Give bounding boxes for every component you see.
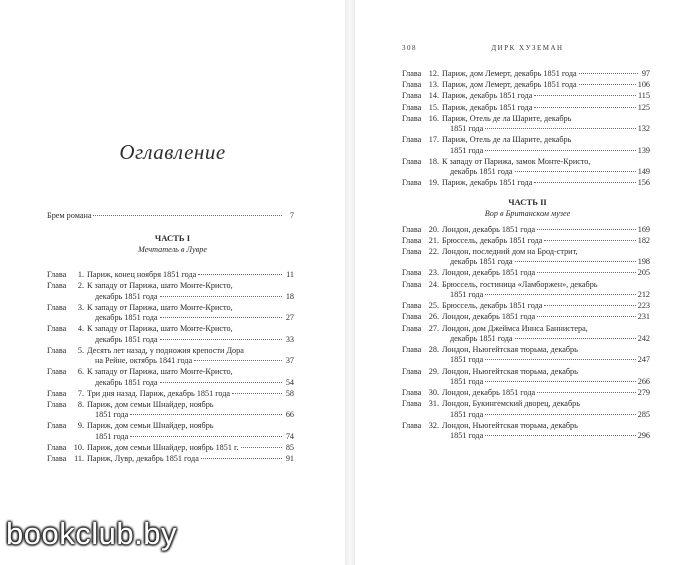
dot-leader bbox=[241, 446, 283, 448]
chapter-number: 16. bbox=[428, 113, 439, 123]
chapter-title-line: декабрь 1851 года bbox=[95, 291, 158, 301]
watermark-logo: bookclub.by bbox=[6, 516, 177, 551]
chapter-title bbox=[442, 399, 650, 410]
page-ref: 54 bbox=[285, 377, 294, 387]
chapter-title bbox=[442, 377, 650, 388]
toc-entry bbox=[402, 324, 650, 335]
chapter-title bbox=[442, 114, 650, 125]
chapter-title-line: Лондон, декабрь 1851 года bbox=[442, 388, 536, 397]
chapter-title-line: 1851 года bbox=[450, 355, 484, 365]
chapter-number: 27. bbox=[428, 323, 439, 333]
toc-entry bbox=[402, 225, 650, 236]
page-ref: 97 bbox=[641, 69, 650, 78]
dot-leader bbox=[160, 295, 282, 297]
toc-entry bbox=[402, 355, 650, 366]
toc-entry bbox=[402, 301, 650, 312]
toc-entry bbox=[402, 377, 650, 388]
toc-entry bbox=[402, 280, 650, 291]
page-ref: 37 bbox=[285, 356, 294, 365]
book-gutter bbox=[345, 0, 355, 565]
dot-leader bbox=[201, 457, 282, 459]
chapter-title bbox=[87, 410, 294, 421]
chapter-number: 20. bbox=[428, 224, 439, 234]
chapter-label: Глава bbox=[402, 135, 422, 145]
toc-entry bbox=[47, 454, 294, 465]
chapter-number: 19. bbox=[428, 178, 439, 188]
chapter-number: 15. bbox=[428, 102, 439, 112]
chapter-label: Глава bbox=[47, 421, 67, 431]
chapter-title bbox=[87, 432, 294, 443]
toc-entry bbox=[47, 389, 294, 400]
chapter-label: Глава bbox=[402, 80, 422, 90]
toc-entry bbox=[402, 290, 650, 301]
chapter-title bbox=[442, 280, 650, 291]
chapter-number: 17. bbox=[428, 135, 439, 145]
dot-leader bbox=[232, 392, 282, 394]
chapter-number: 23. bbox=[428, 268, 439, 278]
chapter-title bbox=[442, 91, 650, 102]
chapter-title-line: декабрь 1851 года bbox=[450, 167, 513, 177]
dot-leader bbox=[485, 358, 635, 360]
chapter-label: Глава bbox=[402, 312, 422, 322]
chapter-label: Глава bbox=[402, 91, 422, 101]
toc-entry bbox=[402, 103, 650, 114]
chapter-title bbox=[87, 303, 294, 314]
chapter-title-line: Лондон, последний дом на Брод-стрит, bbox=[442, 246, 578, 256]
chapter-title bbox=[442, 247, 650, 258]
chapter-title bbox=[442, 225, 650, 236]
toc-entry bbox=[402, 257, 650, 268]
page-ref: 125 bbox=[637, 102, 650, 112]
chapter-title bbox=[442, 421, 650, 432]
chapter-number: 9. bbox=[77, 421, 84, 431]
page-ref: 85 bbox=[285, 442, 294, 452]
dot-leader bbox=[544, 304, 635, 306]
page-ref: 27 bbox=[285, 313, 294, 322]
prologue-title bbox=[47, 211, 294, 222]
dot-leader bbox=[515, 170, 636, 172]
toc-title: Оглавление bbox=[119, 140, 226, 164]
dot-leader bbox=[579, 83, 636, 85]
toc-entry bbox=[402, 388, 650, 399]
chapter-title-line: Три дня назад. Париж, декабрь 1851 года bbox=[87, 388, 231, 398]
dot-leader bbox=[515, 260, 636, 262]
chapter-title bbox=[442, 124, 650, 135]
page-ref: 205 bbox=[637, 268, 650, 278]
dot-leader bbox=[93, 214, 282, 216]
chapter-title-line: Лондон, декабрь 1851 года bbox=[442, 268, 536, 278]
right-page bbox=[355, 0, 700, 565]
part-subtitle: Мечтатель в Лувре bbox=[138, 245, 207, 254]
chapter-title-line: Париж, дом семьи Шнайдер, ноябрь bbox=[87, 421, 214, 431]
page-number: 308 bbox=[402, 44, 417, 52]
chapter-label: Глава bbox=[402, 301, 422, 311]
toc-entry bbox=[402, 399, 650, 410]
chapter-title-line: Брюссель, декабрь 1851 года bbox=[442, 235, 543, 245]
chapter-title bbox=[442, 431, 650, 442]
part-subtitle: Вор в Британском музее bbox=[484, 208, 571, 218]
chapter-label: Глава bbox=[402, 366, 422, 376]
chapter-number: 32. bbox=[428, 420, 439, 430]
dot-leader bbox=[537, 271, 636, 273]
chapter-title bbox=[442, 334, 650, 345]
chapter-title bbox=[442, 236, 650, 247]
chapter-title-line: декабрь 1851 года bbox=[95, 377, 158, 387]
dot-leader bbox=[579, 72, 638, 74]
chapter-title-line: Лондон, декабрь 1851 года bbox=[442, 224, 536, 234]
chapter-number: 5. bbox=[77, 345, 84, 355]
page-ref: 247 bbox=[637, 355, 650, 365]
dot-leader bbox=[534, 181, 635, 183]
chapter-title-line: 1851 года bbox=[450, 409, 484, 419]
chapter-label: Глава bbox=[402, 388, 422, 397]
chapter-title bbox=[87, 346, 294, 357]
chapter-label: Глава bbox=[402, 113, 422, 123]
chapter-label: Глава bbox=[402, 399, 422, 409]
page-ref: 212 bbox=[637, 289, 650, 299]
dot-leader bbox=[160, 316, 282, 318]
dot-leader bbox=[485, 434, 635, 436]
chapter-title-line: Лондон, дом Джеймса Иннса Баннистера, bbox=[442, 323, 588, 333]
chapter-label: Глава bbox=[402, 345, 422, 354]
chapter-title-line: К западу от Парижа, шато Монте-Кристо, bbox=[87, 367, 233, 377]
chapter-label: Глава bbox=[47, 345, 67, 355]
chapter-title bbox=[442, 80, 650, 91]
page-ref: 231 bbox=[637, 312, 650, 322]
toc-entry bbox=[402, 124, 650, 135]
chapter-label: Глава bbox=[402, 235, 422, 245]
dot-leader bbox=[534, 94, 636, 96]
chapter-title-line: Лондон, Ньюгейтская тюрьма, декабрь bbox=[442, 366, 578, 376]
chapter-number: 1. bbox=[77, 270, 84, 279]
toc-entry-prologue bbox=[47, 211, 294, 222]
chapter-title bbox=[442, 367, 650, 378]
chapter-title bbox=[442, 410, 650, 421]
chapter-title-line: декабрь 1851 года bbox=[450, 333, 513, 343]
page-ref: 7 bbox=[289, 211, 294, 220]
dot-leader bbox=[160, 381, 282, 383]
chapter-title-line: 1851 года bbox=[95, 431, 129, 441]
chapter-title-line: К западу от Парижа, шато Монте-Кристо, bbox=[87, 302, 233, 312]
chapter-title-line: Лондон, Ньюгейтская тюрьма, декабрь bbox=[442, 420, 578, 430]
chapter-label: Глава bbox=[47, 324, 67, 334]
page-ref: 198 bbox=[637, 257, 650, 267]
chapter-title bbox=[442, 69, 650, 80]
chapter-title bbox=[87, 324, 294, 335]
chapter-title bbox=[87, 421, 294, 432]
chapter-label: Глава bbox=[47, 302, 67, 312]
chapter-number: 31. bbox=[428, 399, 439, 409]
chapter-title bbox=[442, 290, 650, 301]
chapter-title bbox=[87, 389, 294, 400]
chapter-label: Глава bbox=[402, 279, 422, 289]
dot-leader bbox=[130, 413, 282, 415]
page-ref: 66 bbox=[285, 410, 294, 420]
chapter-label: Глава bbox=[402, 246, 422, 256]
chapter-title-line: Париж, дом Лемерт, декабрь 1851 года bbox=[442, 80, 577, 90]
toc-entry bbox=[402, 80, 650, 91]
chapter-number: 8. bbox=[77, 399, 84, 409]
chapter-title-line: 1851 года bbox=[450, 124, 484, 134]
toc-entry bbox=[402, 91, 650, 102]
left-page bbox=[0, 0, 345, 565]
chapter-title bbox=[442, 178, 650, 189]
chapter-title-line: Париж, декабрь 1851 года bbox=[442, 102, 533, 112]
toc-entry bbox=[402, 135, 650, 146]
chapter-title bbox=[442, 135, 650, 146]
page-ref: 106 bbox=[637, 80, 650, 90]
chapter-label: Глава bbox=[402, 69, 422, 78]
toc-entry bbox=[47, 346, 294, 357]
toc-entry bbox=[47, 335, 294, 346]
toc-entry bbox=[402, 421, 650, 432]
chapter-label: Глава bbox=[47, 367, 67, 377]
dot-leader bbox=[485, 380, 635, 382]
dot-leader bbox=[485, 293, 635, 295]
toc-entry bbox=[47, 324, 294, 335]
toc-entry bbox=[402, 167, 650, 178]
chapter-title-line: Париж, Отель де ла Шарите, декабрь bbox=[442, 113, 572, 123]
chapter-title-line: Лондон, Ньюгейтская тюрьма, декабрь bbox=[442, 345, 578, 354]
chapter-title bbox=[87, 443, 294, 454]
chapter-label: Глава bbox=[402, 323, 422, 333]
chapter-title-line: Париж, дом Лемерт, декабрь 1851 года bbox=[442, 69, 577, 78]
toc-entry bbox=[402, 367, 650, 378]
dot-leader bbox=[534, 106, 635, 108]
chapter-label: Глава bbox=[47, 454, 67, 464]
toc-entry bbox=[47, 303, 294, 314]
page-ref: 139 bbox=[637, 145, 650, 155]
toc-entry bbox=[47, 400, 294, 411]
chapter-title bbox=[442, 157, 650, 168]
toc-entry bbox=[402, 146, 650, 157]
chapter-number: 25. bbox=[428, 301, 439, 311]
chapter-title-line: Париж, Лувр, декабрь 1851 года bbox=[87, 454, 199, 464]
chapter-label: Глава bbox=[402, 224, 422, 234]
chapter-title bbox=[87, 313, 294, 324]
chapter-title-line: Париж, дом семьи Шнайдер, ноябрь 1851 г. bbox=[87, 442, 239, 452]
chapter-label: Глава bbox=[47, 399, 67, 409]
chapter-label: Глава bbox=[402, 102, 422, 112]
chapter-label: Глава bbox=[47, 270, 67, 279]
chapter-title-line: 1851 года bbox=[450, 431, 484, 440]
page-ref: 58 bbox=[285, 388, 294, 398]
chapter-title bbox=[442, 103, 650, 114]
chapter-title-line: Париж, декабрь 1851 года bbox=[442, 91, 533, 101]
toc-entry bbox=[47, 432, 294, 443]
chapter-label: Глава bbox=[47, 442, 67, 452]
toc-entry bbox=[402, 312, 650, 323]
chapter-title bbox=[87, 270, 294, 281]
page-ref: 11 bbox=[286, 270, 294, 279]
page-ref: 156 bbox=[637, 178, 650, 188]
chapter-title bbox=[442, 257, 650, 268]
chapter-title-line: Лондон, Букингемский дворец, декабрь bbox=[442, 399, 580, 409]
part-heading: ЧАСТЬ II bbox=[508, 196, 547, 207]
chapter-number: 22. bbox=[428, 246, 439, 256]
chapter-title bbox=[442, 324, 650, 335]
running-head: ДИРК ХУЗЕМАН bbox=[491, 44, 564, 52]
chapter-title bbox=[87, 454, 294, 465]
chapter-title bbox=[87, 400, 294, 411]
dot-leader bbox=[537, 315, 636, 317]
chapter-number: 21. bbox=[428, 235, 439, 245]
chapter-number: 24. bbox=[428, 279, 439, 289]
chapter-title bbox=[442, 388, 650, 399]
chapter-number: 14. bbox=[428, 91, 439, 101]
chapter-number: 18. bbox=[428, 156, 439, 166]
chapter-title-line: Париж, дом семьи Шнайдер, ноябрь bbox=[87, 399, 214, 409]
chapter-label: Глава bbox=[402, 268, 422, 278]
toc-entry bbox=[402, 345, 650, 356]
chapter-title-line: декабрь 1851 года bbox=[450, 257, 513, 267]
dot-leader bbox=[485, 413, 635, 415]
dot-leader bbox=[544, 239, 635, 241]
chapter-title-line: К западу от Парижа, шато Монте-Кристо, bbox=[87, 281, 233, 291]
toc-entry bbox=[402, 114, 650, 125]
toc-entry bbox=[402, 247, 650, 258]
page-ref: 285 bbox=[637, 409, 650, 419]
chapter-number: 30. bbox=[428, 388, 439, 397]
chapter-title bbox=[87, 356, 294, 367]
dot-leader bbox=[537, 228, 636, 230]
chapter-title-line: Париж, Отель де ла Шарите, декабрь bbox=[442, 135, 572, 145]
toc-entry bbox=[402, 431, 650, 442]
chapter-title bbox=[87, 292, 294, 303]
chapter-title bbox=[87, 335, 294, 346]
page-ref: 279 bbox=[637, 388, 650, 397]
toc-entry bbox=[47, 443, 294, 454]
page-ref: 91 bbox=[285, 454, 294, 464]
chapter-title-line: 1851 года bbox=[450, 289, 484, 299]
toc-entry bbox=[402, 268, 650, 279]
toc-entry bbox=[402, 69, 650, 80]
chapter-number: 28. bbox=[428, 345, 439, 354]
dot-leader bbox=[485, 149, 635, 151]
chapter-title-line: Париж, декабрь 1851 года bbox=[442, 178, 533, 188]
chapter-number: 6. bbox=[77, 367, 84, 377]
chapter-title-line: К западу от Парижа, шато Монте-Кристо, bbox=[87, 324, 233, 334]
toc-entry bbox=[47, 270, 294, 281]
chapter-number: 11. bbox=[74, 454, 84, 464]
chapter-title bbox=[442, 312, 650, 323]
page-ref: 242 bbox=[637, 333, 650, 343]
chapter-title bbox=[87, 378, 294, 389]
chapter-title bbox=[442, 355, 650, 366]
chapter-title bbox=[442, 146, 650, 157]
toc-entry bbox=[402, 157, 650, 168]
chapter-number: 10. bbox=[73, 442, 84, 452]
chapter-title-line: на Рейне, октябрь 1841 года bbox=[95, 356, 193, 365]
chapter-title-line: Брюссель, гостиница «Ламборжен», декабрь bbox=[442, 279, 598, 289]
chapter-title bbox=[442, 268, 650, 279]
chapter-label: Глава bbox=[402, 178, 422, 188]
chapter-title-line: Брюссель, декабрь 1851 года bbox=[442, 301, 543, 311]
chapter-number: 12. bbox=[428, 69, 439, 78]
page-ref: 18 bbox=[285, 291, 294, 301]
chapter-number: 2. bbox=[77, 281, 84, 291]
chapter-label: Глава bbox=[402, 420, 422, 430]
dot-leader bbox=[130, 435, 282, 437]
page-ref: 223 bbox=[637, 301, 650, 311]
chapter-number: 3. bbox=[77, 302, 84, 312]
chapter-title-line: 1851 года bbox=[95, 410, 129, 420]
page-ref: 149 bbox=[637, 167, 650, 177]
chapter-label: Глава bbox=[402, 156, 422, 166]
dot-leader bbox=[198, 273, 282, 275]
dot-leader bbox=[537, 391, 636, 393]
chapter-title-line: декабрь 1851 года bbox=[95, 313, 158, 322]
toc-entry bbox=[47, 378, 294, 389]
toc-entry bbox=[402, 236, 650, 247]
page-ref: 33 bbox=[285, 334, 294, 344]
dot-leader bbox=[194, 359, 282, 361]
chapter-title-line: декабрь 1851 года bbox=[95, 334, 158, 344]
toc-entry bbox=[402, 410, 650, 421]
chapter-number: 13. bbox=[428, 80, 439, 90]
chapter-number: 26. bbox=[428, 312, 439, 322]
toc-entry bbox=[47, 313, 294, 324]
toc-entry bbox=[47, 292, 294, 303]
page-ref: 182 bbox=[637, 235, 650, 245]
chapter-title-line: Лондон, декабрь 1851 года bbox=[442, 312, 536, 322]
page-ref: 115 bbox=[638, 91, 650, 101]
page-ref: 74 bbox=[285, 431, 294, 441]
chapter-title-line: 1851 года bbox=[450, 376, 484, 386]
dot-leader bbox=[485, 127, 635, 129]
toc-entry bbox=[47, 367, 294, 378]
chapter-title-line: К западу от Парижа, замок Монте-Кристо, bbox=[442, 156, 591, 166]
chapter-number: 7. bbox=[77, 388, 84, 398]
dot-leader bbox=[160, 338, 282, 340]
toc-entry bbox=[47, 281, 294, 292]
chapter-title bbox=[442, 167, 650, 178]
page-ref: 132 bbox=[637, 124, 650, 134]
chapter-label: Глава bbox=[47, 388, 67, 398]
toc-entry bbox=[402, 334, 650, 345]
chapter-title bbox=[442, 345, 650, 356]
chapter-title bbox=[442, 301, 650, 312]
dot-leader bbox=[515, 337, 636, 339]
toc-entry bbox=[47, 356, 294, 367]
toc-entry bbox=[402, 178, 650, 189]
chapter-number: 4. bbox=[77, 324, 84, 334]
chapter-title bbox=[87, 367, 294, 378]
page-ref: 296 bbox=[637, 431, 650, 440]
prologue-text: Брем романа bbox=[47, 211, 92, 220]
chapter-label: Глава bbox=[47, 281, 67, 291]
chapter-number: 29. bbox=[428, 366, 439, 376]
page-ref: 266 bbox=[637, 376, 650, 386]
chapter-title-line: Париж, конец ноября 1851 года bbox=[87, 270, 197, 279]
chapter-title bbox=[87, 281, 294, 292]
toc-entry bbox=[47, 410, 294, 421]
chapter-title-line: 1851 года bbox=[450, 145, 484, 155]
part-heading: ЧАСТЬ I bbox=[154, 233, 191, 243]
page-ref: 169 bbox=[637, 224, 650, 234]
chapter-title-line: Десять лет назад, у подножия крепости Дора bbox=[87, 345, 244, 355]
toc-entry bbox=[47, 421, 294, 432]
